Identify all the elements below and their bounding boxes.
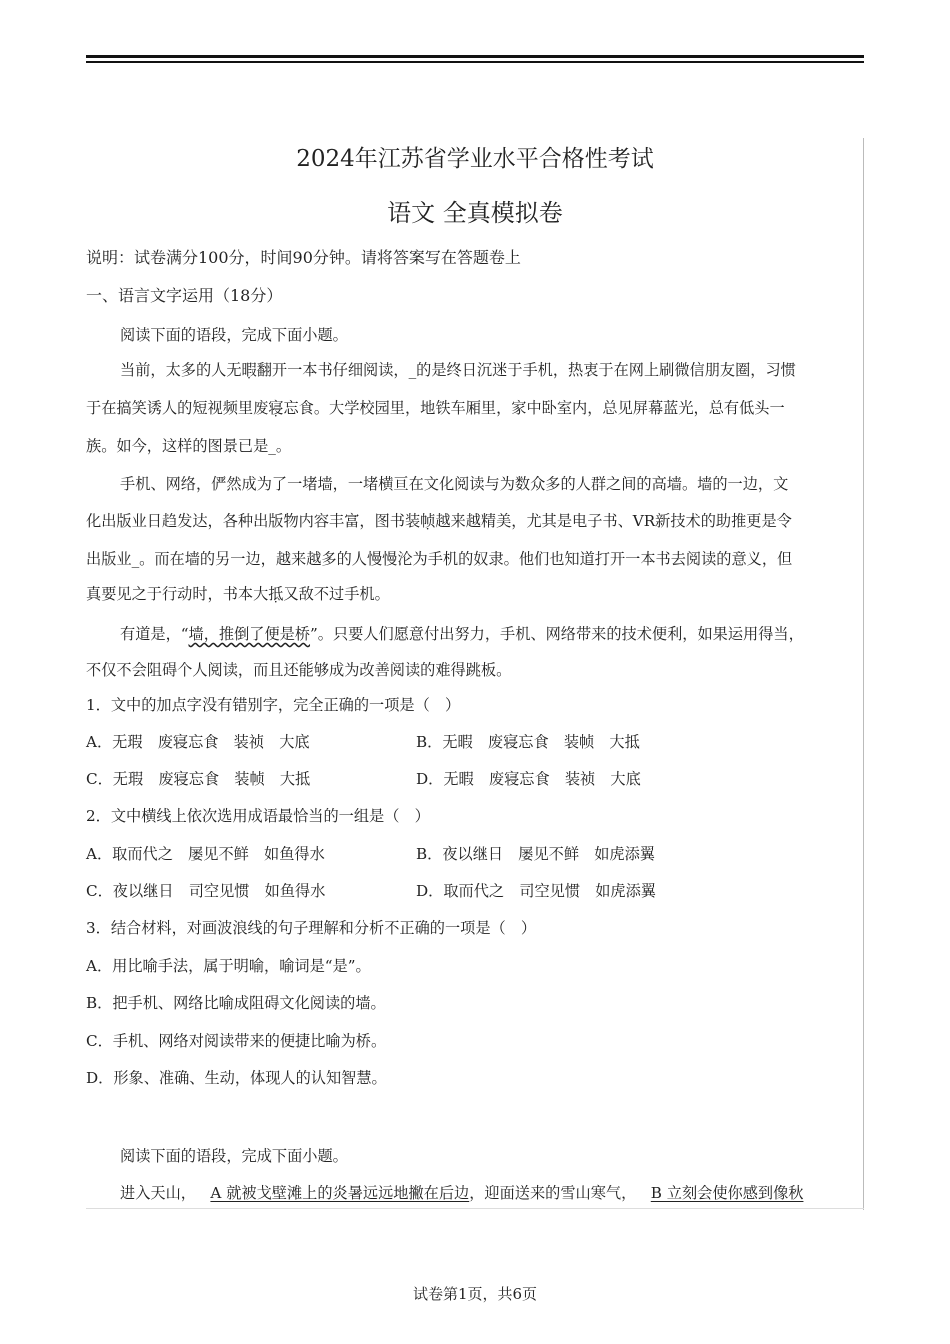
dotted-char: 寝 — [268, 399, 284, 417]
wavy-sentence: 墙，推倒了便是桥 — [188, 625, 311, 643]
dotted-char: 抵 — [268, 585, 284, 603]
passage-line: 出版业_。而在墙的另一边，越来越多的人慢慢沦为手机的奴隶。他们也知道打开一本书去阅读的意义，但 — [86, 550, 793, 568]
passage-line: 手机、网络，俨然成为了一堵墙，一堵横亘在文化阅读与为数众多的人群之间的高墙。墙的一边，文 — [120, 475, 789, 493]
option-d: D．形象、准确、生动，体现人的认知智慧。 — [86, 1069, 387, 1087]
exam-title: 2024年江苏省学业水平合格性考试 — [296, 146, 654, 172]
right-margin-line — [863, 138, 864, 1210]
question-stem: 1．文中的加点字没有错别字，完全正确的一项是（ ） — [86, 696, 461, 714]
underlined-segment-b: B 立刻会使你感到像秋 — [650, 1184, 804, 1202]
reading-intro: 阅读下面的语段，完成下面小题。 — [120, 326, 348, 344]
page-footer: 试卷第1页，共6页 — [412, 1285, 538, 1303]
instructions: 说明：试卷满分100分，时间90分钟。请将答案写在答题卷上 — [86, 248, 521, 267]
dotted-char: 帧 — [420, 512, 436, 530]
dotted-char: 暇 — [241, 361, 257, 379]
option-b: B．夜以继日 屡见不鲜 如虎添翼 — [416, 845, 655, 863]
top-rule — [86, 55, 864, 58]
section-heading: 一、语言文字运用（18分） — [86, 286, 283, 305]
option-a: A．取而代之 屡见不鲜 如鱼得水 — [86, 845, 325, 863]
option-c: C．手机、网络对阅读带来的便捷比喻为桥。 — [86, 1032, 387, 1050]
top-rule-secondary — [86, 61, 864, 63]
passage-line: 当前，太多的人无暇翻开一本书仔细阅读，_的是终日沉迷于手机，热衷于在网上刷微信朋友圈，习惯 — [120, 361, 796, 379]
question-stem: 2．文中横线上依次选用成语最恰当的一组是（ ） — [86, 807, 430, 825]
underlined-segment-a: A 就被戈壁滩上的炎暑远远地撇在后边 — [210, 1184, 470, 1202]
option-d: D．取而代之 司空见惯 如虎添翼 — [416, 882, 656, 900]
option-c: C．夜以继日 司空见惯 如鱼得水 — [86, 882, 326, 900]
passage-line: 不仅不会阻碍个人阅读，而且还能够成为改善阅读的难得跳板。 — [86, 661, 512, 679]
bottom-margin-line — [86, 1208, 864, 1209]
option-a: A．无瑕 废寝忘食 装祯 大底 — [86, 733, 310, 751]
reading-intro: 阅读下面的语段，完成下面小题。 — [120, 1147, 348, 1165]
passage-line: 进入天山， A 就被戈壁滩上的炎暑远远地撇在后边，迎面送来的雪山寒气， B 立刻会使你感到像秋 — [120, 1184, 804, 1202]
option-a: A．用比喻手法，属于明喻，喻词是“是”。 — [86, 957, 371, 975]
passage-line: 化出版业日趋发达，各种出版物内容丰富，图书装帧越来越精美，尤其是电子书、VR新技术的助推更是令 — [86, 512, 792, 530]
exam-subtitle: 语文 全真模拟卷 — [387, 199, 563, 227]
option-b: B．把手机、网络比喻成阻碍文化阅读的墙。 — [86, 994, 386, 1012]
passage-line: 于在搞笑诱人的短视频里废寝忘食。大学校园里，地铁车厢里，家中卧室内，总见屏幕蓝光，总有低头一 — [86, 399, 785, 417]
passage-line: 族。如今，这样的图景已是_。 — [86, 437, 292, 455]
option-b: B．无暇 废寝忘食 装帧 大抵 — [416, 733, 640, 751]
passage-line: 有道是，“墙，推倒了便是桥”。只要人们愿意付出努力，手机、网络带来的技术便利，如果运用得当， — [120, 625, 804, 643]
option-c: C．无瑕 废寝忘食 装帧 大抵 — [86, 770, 311, 788]
option-d: D．无暇 废寝忘食 装祯 大底 — [416, 770, 641, 788]
question-stem: 3．结合材料，对画波浪线的句子理解和分析不正确的一项是（ ） — [86, 919, 537, 937]
passage-line: 真要见之于行动时，书本大抵又敌不过手机。 — [86, 585, 390, 603]
